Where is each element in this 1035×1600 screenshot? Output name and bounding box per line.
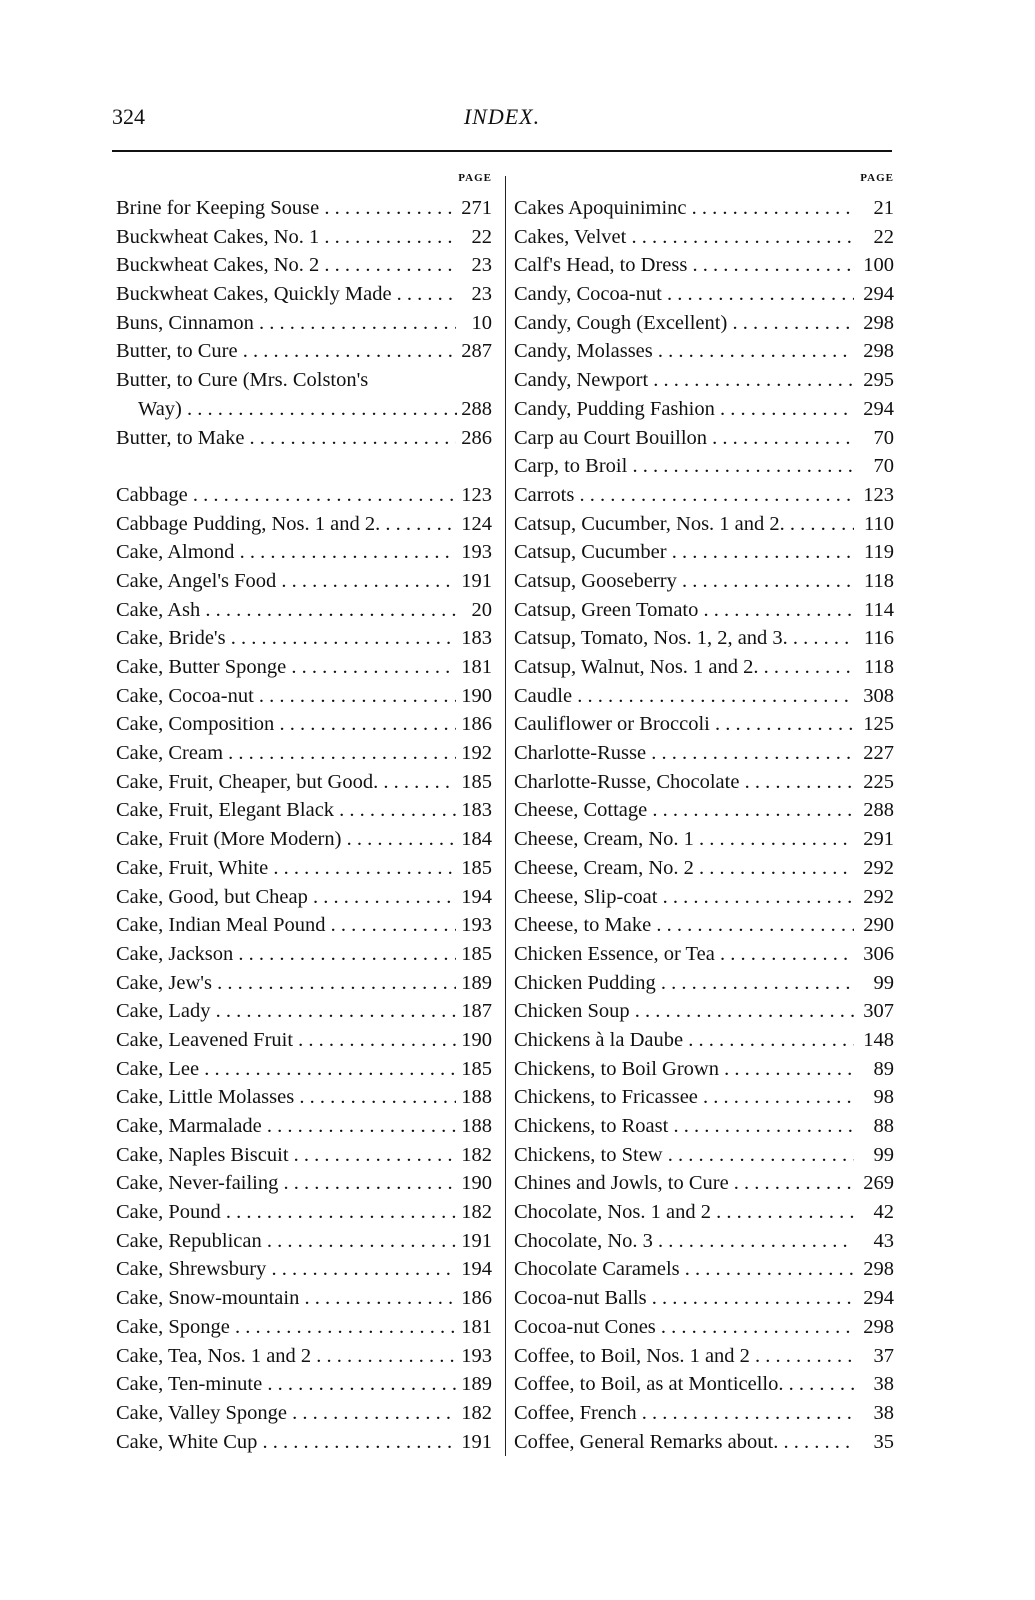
entry-page-number: 20	[468, 596, 493, 625]
entry-title: Cake, Sponge . . .	[116, 1313, 456, 1342]
entry-title: Cake, Ash . . .	[116, 596, 456, 625]
entry-title: Chicken Soup . . .	[514, 997, 854, 1026]
entry-title: Cocoa-nut Balls . . .	[514, 1284, 854, 1313]
index-entry	[116, 337, 492, 366]
index-entry	[514, 251, 894, 280]
left-entry-list	[116, 194, 492, 1456]
entry-title: Cake, Leavened Fruit . . .	[116, 1026, 456, 1055]
entry-page-number: 184	[457, 825, 492, 854]
entry-title: Cake, Good, but Cheap . . .	[116, 883, 456, 912]
entry-title: Charlotte-Russe, Chocolate . . .	[514, 768, 854, 797]
entry-title: Cocoa-nut Cones . . .	[514, 1313, 854, 1342]
entry-page-number: 291	[859, 825, 894, 854]
entry-title: Carp, to Broil . . .	[514, 452, 854, 481]
entry-title: Buns, Cinnamon . . .	[116, 309, 456, 338]
entry-title: Chocolate, No. 3 . . .	[514, 1227, 854, 1256]
entry-title: Cakes, Velvet . . .	[514, 223, 854, 252]
index-entry	[116, 424, 492, 453]
entry-page-number: 21	[870, 194, 895, 223]
entry-page-number: 292	[859, 854, 894, 883]
entry-page-number: 227	[859, 739, 894, 768]
entry-title: Cheese, Cream, No. 2 . . .	[514, 854, 854, 883]
entry-title: Chicken Pudding . . .	[514, 969, 854, 998]
entry-page-number: 188	[457, 1083, 492, 1112]
index-entry	[514, 1284, 894, 1313]
entry-page-number: 290	[859, 911, 894, 940]
page-number: 324	[112, 104, 145, 129]
index-entry	[116, 1112, 492, 1141]
entry-page-number: 190	[457, 1026, 492, 1055]
entry-title: Cake, Valley Sponge . . .	[116, 1399, 456, 1428]
entry-title: Candy, Cough (Excellent) . . .	[514, 309, 854, 338]
entry-page-number: 38	[870, 1399, 895, 1428]
entry-page-number: 124	[457, 510, 492, 539]
entry-title: Butter, to Cure (Mrs. Colston's	[116, 369, 369, 392]
entry-title: Cake, Bride's . . .	[116, 624, 456, 653]
index-entry	[116, 1399, 492, 1428]
entry-page-number: 182	[457, 1141, 492, 1170]
index-entry	[116, 854, 492, 883]
entry-page-number: 191	[457, 567, 492, 596]
entry-page-number: 188	[457, 1112, 492, 1141]
entry-title: Chines and Jowls, to Cure . . .	[514, 1169, 854, 1198]
index-entry	[514, 653, 894, 682]
entry-title: Candy, Newport . . .	[514, 366, 854, 395]
entry-title: Butter, to Cure . . .	[116, 337, 456, 366]
index-entry	[116, 452, 492, 481]
entry-page-number: 10	[468, 309, 493, 338]
entry-page-number: 23	[468, 280, 493, 309]
entry-title: Cake, Jew's . . .	[116, 969, 456, 998]
right-column	[514, 172, 894, 1456]
entry-page-number: 287	[457, 337, 492, 366]
index-entry	[514, 969, 894, 998]
entry-page-number: 191	[457, 1428, 492, 1457]
entry-title: Cabbage . . .	[116, 481, 456, 510]
index-entry	[116, 825, 492, 854]
entry-page-number: 89	[870, 1055, 895, 1084]
index-entry	[514, 940, 894, 969]
entry-title: Catsup, Green Tomato . . .	[514, 596, 854, 625]
entry-page-number: 185	[457, 854, 492, 883]
index-entry	[116, 567, 492, 596]
entry-title: Cake, Lee . . .	[116, 1055, 456, 1084]
entry-title: Cheese, Cream, No. 1 . . .	[514, 825, 854, 854]
entry-page-number: 185	[457, 940, 492, 969]
entry-title: Chickens, to Stew . . .	[514, 1141, 854, 1170]
entry-title: Cake, Republican . . .	[116, 1227, 456, 1256]
page-header	[112, 104, 892, 140]
header-rule	[112, 150, 892, 152]
entry-page-number: 116	[860, 624, 894, 653]
index-entry	[116, 1370, 492, 1399]
index-entry	[514, 883, 894, 912]
index-entry	[116, 395, 492, 424]
entry-page-number: 70	[870, 452, 895, 481]
entry-page-number: 110	[860, 510, 894, 539]
entry-page-number: 88	[870, 1112, 895, 1141]
left-column	[116, 172, 492, 1456]
index-entry	[514, 395, 894, 424]
entry-page-number: 190	[457, 1169, 492, 1198]
entry-page-number: 183	[457, 624, 492, 653]
entry-page-number: 37	[870, 1342, 895, 1371]
entry-page-number: 148	[859, 1026, 894, 1055]
entry-page-number: 191	[457, 1227, 492, 1256]
index-entry	[514, 1169, 894, 1198]
entry-title: Cabbage Pudding, Nos. 1 and 2. . . .	[116, 510, 456, 539]
entry-page-number: 193	[457, 911, 492, 940]
entry-page-number: 193	[457, 1342, 492, 1371]
entry-page-number: 294	[859, 395, 894, 424]
index-entry	[116, 194, 492, 223]
entry-title: Chocolate Caramels . . .	[514, 1255, 854, 1284]
index-entry	[116, 1026, 492, 1055]
entry-page-number: 306	[859, 940, 894, 969]
index-entry	[116, 223, 492, 252]
entry-title: Coffee, French . . .	[514, 1399, 854, 1428]
entry-title: Cheese, Cottage . . .	[514, 796, 854, 825]
entry-title: Cauliflower or Broccoli . . .	[514, 710, 854, 739]
index-entry	[116, 969, 492, 998]
index-entry	[514, 1255, 894, 1284]
entry-page-number: 190	[457, 682, 492, 711]
entry-page-number: 123	[457, 481, 492, 510]
entry-page-number: 187	[457, 997, 492, 1026]
entry-title: Buckwheat Cakes, No. 2 . . .	[116, 251, 456, 280]
entry-title: Cheese, to Make . . .	[514, 911, 854, 940]
entry-page-number: 225	[859, 768, 894, 797]
right-entry-list	[514, 194, 894, 1456]
entry-page-number: 294	[859, 280, 894, 309]
index-entry	[514, 768, 894, 797]
index-entry	[116, 366, 492, 395]
index-entry	[514, 567, 894, 596]
entry-title: Catsup, Tomato, Nos. 1, 2, and 3. . . .	[514, 624, 854, 653]
index-entry	[514, 510, 894, 539]
left-page-label: PAGE	[458, 172, 492, 184]
entry-page-number: 186	[457, 1284, 492, 1313]
entry-page-number: 125	[859, 710, 894, 739]
index-entry	[514, 624, 894, 653]
index-entry	[514, 1342, 894, 1371]
index-entry	[514, 280, 894, 309]
entry-page-number: 186	[457, 710, 492, 739]
entry-title: Cake, Snow-mountain . . .	[116, 1284, 456, 1313]
entry-title: Cheese, Slip-coat . . .	[514, 883, 854, 912]
entry-page-number: 22	[870, 223, 895, 252]
entry-title: Chickens à la Daube . . .	[514, 1026, 854, 1055]
entry-page-number: 189	[457, 1370, 492, 1399]
entry-title: Chickens, to Roast . . .	[514, 1112, 854, 1141]
entry-page-number: 118	[860, 653, 894, 682]
index-entry	[116, 481, 492, 510]
entry-title: Catsup, Gooseberry . . .	[514, 567, 854, 596]
index-entry	[514, 1026, 894, 1055]
entry-page-number: 298	[859, 309, 894, 338]
entry-page-number: 182	[457, 1198, 492, 1227]
entry-title: Carp au Court Bouillon . . .	[514, 424, 854, 453]
entry-title: Brine for Keeping Souse . . .	[116, 194, 456, 223]
index-entry	[116, 653, 492, 682]
index-entry	[116, 682, 492, 711]
entry-page-number: 119	[860, 538, 894, 567]
index-entry	[116, 280, 492, 309]
entry-page-number: 98	[870, 1083, 895, 1112]
entry-title: Cake, Never-failing . . .	[116, 1169, 456, 1198]
entry-page-number: 298	[859, 337, 894, 366]
index-entry	[514, 481, 894, 510]
entry-title: Cake, Naples Biscuit . . .	[116, 1141, 456, 1170]
entry-page-number: 43	[870, 1227, 895, 1256]
entry-title: Coffee, General Remarks about. . . .	[514, 1428, 854, 1457]
entry-page-number: 123	[859, 481, 894, 510]
entry-title: Candy, Molasses . . .	[514, 337, 854, 366]
entry-page-number: 292	[859, 883, 894, 912]
index-entry	[514, 710, 894, 739]
index-entry	[514, 739, 894, 768]
entry-title: Cakes Apoquiniminc . . .	[514, 194, 854, 223]
entry-page-number: 35	[870, 1428, 895, 1457]
entry-title: Candy, Pudding Fashion . . .	[514, 395, 854, 424]
index-entry	[514, 223, 894, 252]
entry-title: Calf's Head, to Dress . . .	[514, 251, 854, 280]
index-entry	[514, 424, 894, 453]
entry-title: Way) . . .	[116, 395, 478, 424]
entry-title: Cake, Fruit, Elegant Black . . .	[116, 796, 456, 825]
index-entry	[116, 1083, 492, 1112]
running-title: INDEX.	[463, 104, 541, 129]
index-entry	[514, 1428, 894, 1457]
entry-page-number: 294	[859, 1284, 894, 1313]
entry-page-number: 38	[870, 1370, 895, 1399]
entry-title: Butter, to Make . . .	[116, 424, 456, 453]
entry-title: Cake, Jackson . . .	[116, 940, 456, 969]
entry-page-number: 181	[457, 1313, 492, 1342]
index-entry	[514, 1370, 894, 1399]
index-entry	[116, 251, 492, 280]
index-entry	[116, 796, 492, 825]
index-entry	[116, 997, 492, 1026]
entry-title: Carrots . . .	[514, 481, 854, 510]
entry-title: Cake, Little Molasses . . .	[116, 1083, 456, 1112]
entry-page-number: 193	[457, 538, 492, 567]
entry-page-number: 42	[870, 1198, 895, 1227]
entry-page-number: 99	[870, 1141, 895, 1170]
index-entry	[116, 1169, 492, 1198]
entry-page-number: 286	[457, 424, 492, 453]
entry-title: Cake, Lady . . .	[116, 997, 456, 1026]
index-entry	[514, 309, 894, 338]
entry-title: Chickens, to Fricassee . . .	[514, 1083, 854, 1112]
index-entry	[116, 1284, 492, 1313]
index-entry	[514, 538, 894, 567]
index-entry	[116, 1141, 492, 1170]
entry-title: Chicken Essence, or Tea . . .	[514, 940, 854, 969]
entry-title: Cake, Composition . . .	[116, 710, 456, 739]
entry-page-number: 194	[457, 883, 492, 912]
entry-page-number: 100	[859, 251, 894, 280]
index-entry	[116, 1055, 492, 1084]
index-entry	[116, 1198, 492, 1227]
index-entry	[116, 739, 492, 768]
entry-title: Candy, Cocoa-nut . . .	[514, 280, 854, 309]
index-entry	[116, 1255, 492, 1284]
entry-page-number: 181	[457, 653, 492, 682]
index-entry	[116, 768, 492, 797]
entry-page-number: 99	[870, 969, 895, 998]
index-entry	[514, 682, 894, 711]
entry-title: Chickens, to Boil Grown . . .	[514, 1055, 854, 1084]
entry-title: Cake, Butter Sponge . . .	[116, 653, 456, 682]
entry-title: Cake, Fruit (More Modern) . . .	[116, 825, 456, 854]
entry-title: Caudle . . .	[514, 682, 854, 711]
entry-title: Charlotte-Russe . . .	[514, 739, 854, 768]
index-entry	[514, 194, 894, 223]
entry-page-number: 183	[457, 796, 492, 825]
entry-page-number: 185	[457, 1055, 492, 1084]
right-page-label: PAGE	[860, 172, 894, 184]
index-entry	[514, 1227, 894, 1256]
entry-title: Cake, Tea, Nos. 1 and 2 . . .	[116, 1342, 456, 1371]
index-entry	[116, 1227, 492, 1256]
entry-page-number: 114	[860, 596, 894, 625]
column-divider	[505, 176, 506, 1456]
entry-page-number: 189	[457, 969, 492, 998]
entry-title: Cake, Pound . . .	[116, 1198, 456, 1227]
index-entry	[116, 940, 492, 969]
index-entry	[514, 911, 894, 940]
entry-title: Chocolate, Nos. 1 and 2 . . .	[514, 1198, 854, 1227]
index-entry	[116, 1342, 492, 1371]
index-entry	[514, 1198, 894, 1227]
entry-page-number: 298	[859, 1255, 894, 1284]
entry-page-number: 22	[468, 223, 493, 252]
index-entry	[514, 1055, 894, 1084]
entry-page-number: 295	[859, 366, 894, 395]
entry-title: Cake, Shrewsbury . . .	[116, 1255, 456, 1284]
index-entry	[116, 1313, 492, 1342]
entry-page-number: 269	[859, 1169, 894, 1198]
index-entry	[514, 596, 894, 625]
entry-title: Cake, Fruit, Cheaper, but Good. . . .	[116, 768, 456, 797]
entry-title: Cake, Ten-minute . . .	[116, 1370, 456, 1399]
index-entry	[514, 825, 894, 854]
entry-title: Cake, Cocoa-nut . . .	[116, 682, 456, 711]
index-entry	[514, 1313, 894, 1342]
index-entry	[514, 854, 894, 883]
index-entry	[116, 538, 492, 567]
entry-page-number: 194	[457, 1255, 492, 1284]
entry-page-number: 185	[457, 768, 492, 797]
entry-title: Cake, Indian Meal Pound . . .	[116, 911, 456, 940]
index-entry	[116, 510, 492, 539]
index-entry	[514, 1083, 894, 1112]
entry-title: Coffee, to Boil, Nos. 1 and 2 . . .	[514, 1342, 854, 1371]
index-entry	[116, 596, 492, 625]
entry-title: Cake, Almond . . .	[116, 538, 456, 567]
entry-page-number: 23	[468, 251, 493, 280]
entry-title: Catsup, Cucumber . . .	[514, 538, 854, 567]
index-entry	[514, 1141, 894, 1170]
entry-title: Cake, Marmalade . . .	[116, 1112, 456, 1141]
entry-page-number: 118	[860, 567, 894, 596]
index-entry	[116, 1428, 492, 1457]
index-entry	[116, 624, 492, 653]
index-entry	[514, 997, 894, 1026]
index-entry	[116, 710, 492, 739]
entry-page-number: 308	[859, 682, 894, 711]
entry-title: Catsup, Walnut, Nos. 1 and 2. . . .	[514, 653, 854, 682]
entry-title: Cake, Angel's Food . . .	[116, 567, 456, 596]
index-entry	[514, 796, 894, 825]
entry-title: Coffee, to Boil, as at Monticello. . . .	[514, 1370, 854, 1399]
index-entry	[514, 337, 894, 366]
entry-page-number: 182	[457, 1399, 492, 1428]
entry-title: Buckwheat Cakes, No. 1 . . .	[116, 223, 456, 252]
entry-page-number: 307	[859, 997, 894, 1026]
entry-title: Buckwheat Cakes, Quickly Made . . .	[116, 280, 456, 309]
entry-page-number: 70	[870, 424, 895, 453]
entry-page-number: 271	[457, 194, 492, 223]
index-entry	[514, 1112, 894, 1141]
entry-title: Catsup, Cucumber, Nos. 1 and 2. . . .	[514, 510, 854, 539]
index-entry	[116, 883, 492, 912]
index-entry	[116, 911, 492, 940]
index-entry	[514, 452, 894, 481]
index-entry	[116, 309, 492, 338]
entry-page-number: 288	[859, 796, 894, 825]
entry-page-number: 288	[457, 395, 492, 424]
entry-page-number: 192	[457, 739, 492, 768]
entry-title: Cake, Fruit, White . . .	[116, 854, 456, 883]
entry-page-number: 298	[859, 1313, 894, 1342]
entry-title: Cake, White Cup . . .	[116, 1428, 456, 1457]
entry-title: Cake, Cream . . .	[116, 739, 456, 768]
index-entry	[514, 366, 894, 395]
index-entry	[514, 1399, 894, 1428]
